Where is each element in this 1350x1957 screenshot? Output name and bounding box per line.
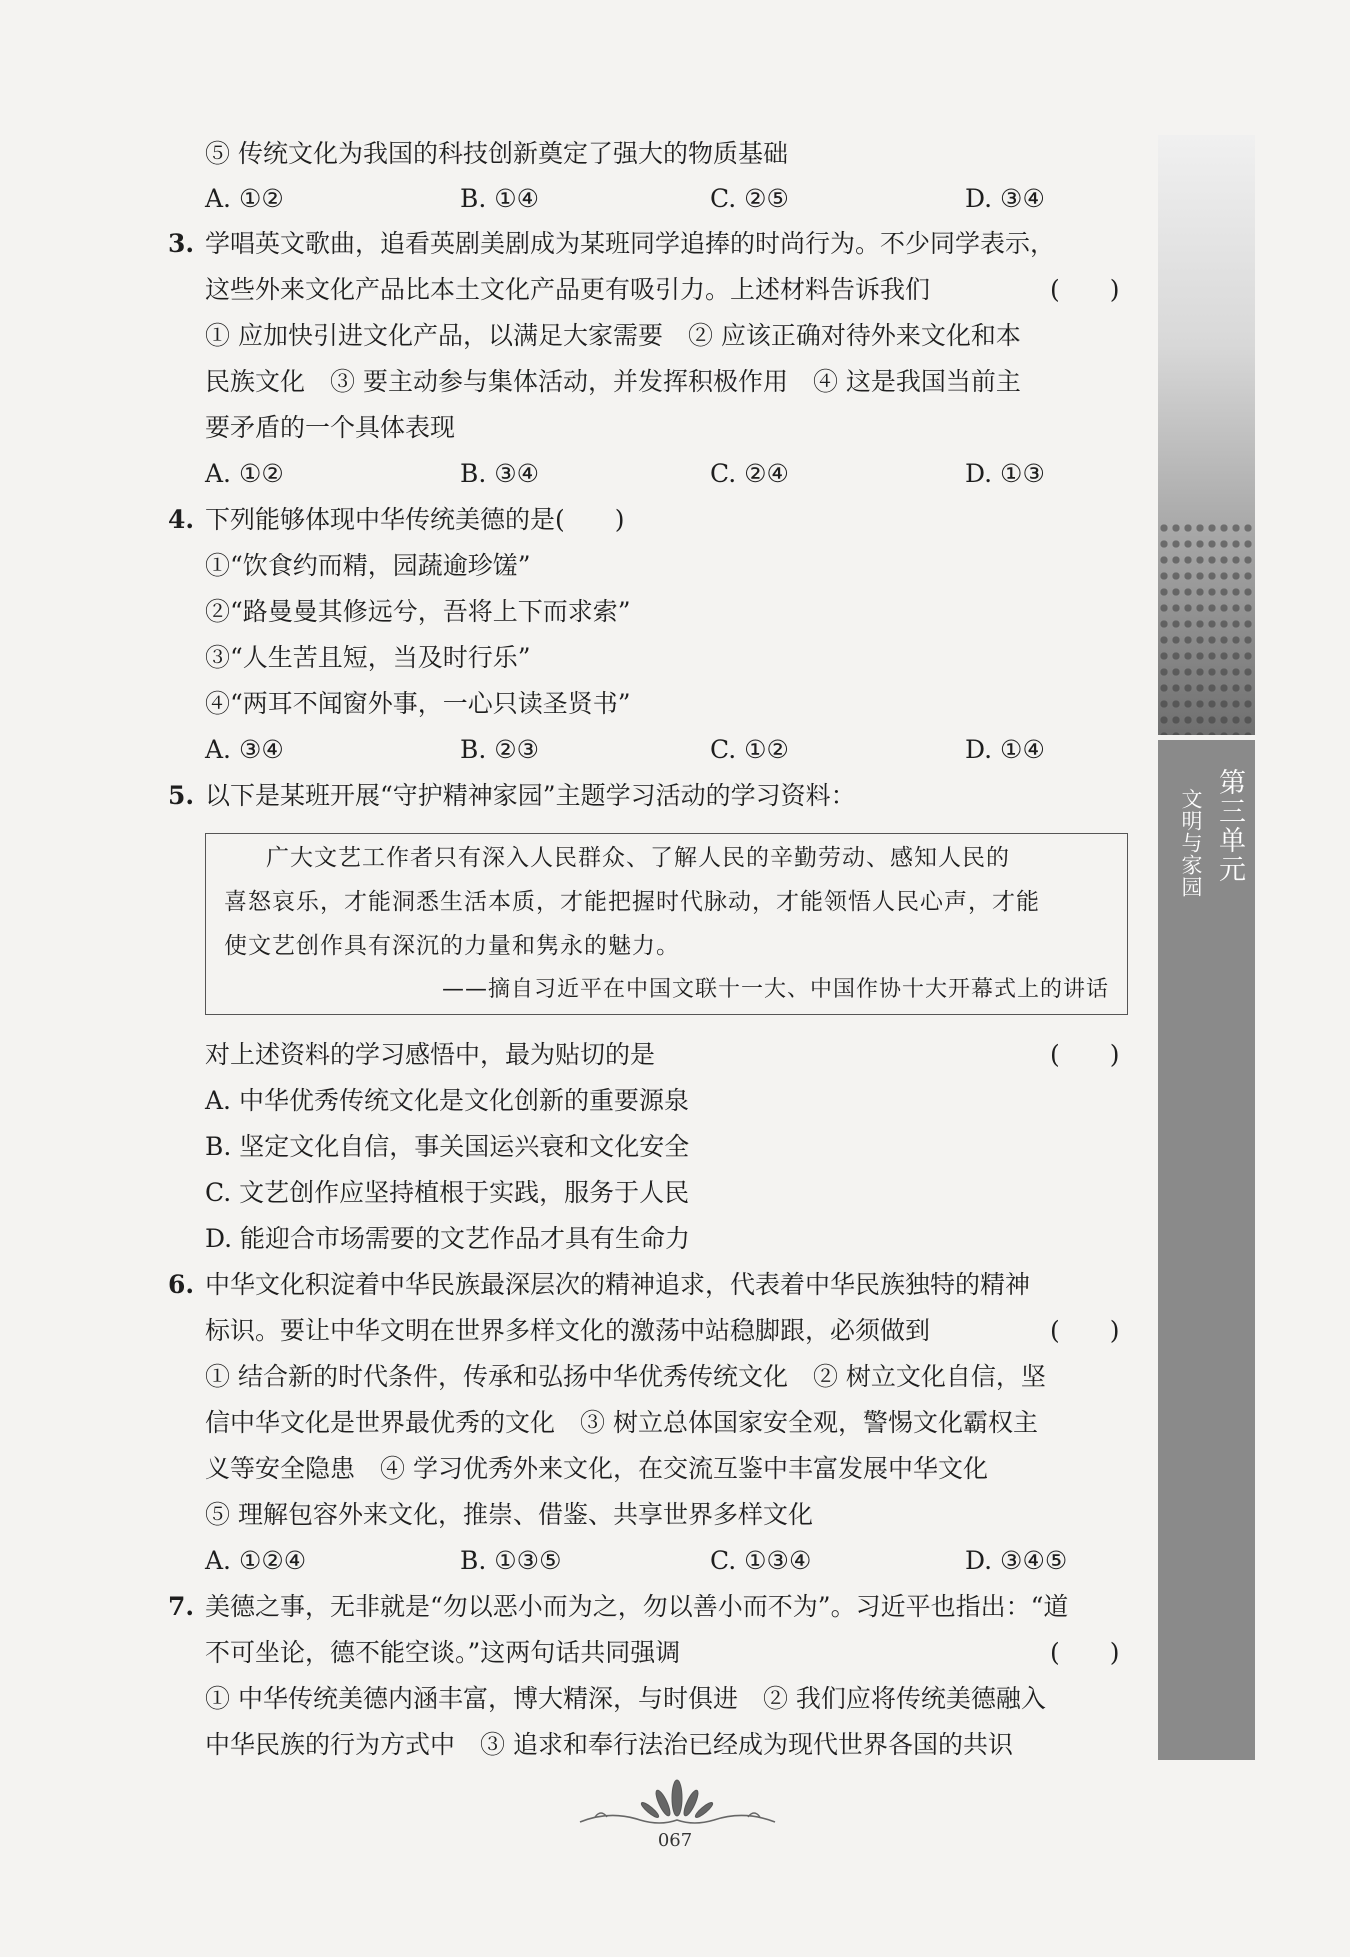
q6-line-3: ① 结合新的时代条件，传承和弘扬中华优秀传统文化 ② 树立文化自信，坚: [205, 1362, 1046, 1391]
option-b: B. ①④: [460, 184, 540, 213]
question-number-3: 3.: [168, 229, 195, 258]
q6-line-1: 中华文化积淀着中华民族最深层次的精神追求，代表着中华民族独特的精神: [205, 1270, 1031, 1299]
sidebar-halftone: [1158, 520, 1255, 735]
q6-options: [205, 1541, 1135, 1581]
unit-label: 第三单元: [1214, 768, 1245, 884]
q5-option-b: B. 坚定文化自信，事关国运兴衰和文化安全: [205, 1132, 690, 1161]
q5-question: 对上述资料的学习感悟中，最为贴切的是: [205, 1040, 656, 1069]
q2-item-5: ⑤ 传统文化为我国的科技创新奠定了强大的物质基础: [205, 139, 788, 168]
page-number: 067: [657, 1830, 693, 1851]
quote-line-2: 喜怒哀乐，才能洞悉生活本质，才能把握时代脉动，才能领悟人民心声，才能: [224, 889, 1040, 915]
q5-option-d: D. 能迎合市场需要的文艺作品才具有生命力: [205, 1224, 691, 1253]
q3-line-3: ① 应加快引进文化产品，以满足大家需要 ② 应该正确对待外来文化和本: [205, 321, 1021, 350]
q5-option-a: A. 中华优秀传统文化是文化创新的重要源泉: [205, 1086, 689, 1115]
option-b: B. ②③: [460, 735, 540, 764]
option-d: D. ③④: [965, 184, 1045, 213]
q6-line-2: 标识。要让中华文明在世界多样文化的激荡中站稳脚跟，必须做到: [205, 1316, 931, 1345]
quote-box: [205, 833, 1128, 1015]
option-c: C. ②⑤: [710, 184, 789, 213]
q6-line-6: ⑤ 理解包容外来文化，推崇、借鉴、共享世界多样文化: [205, 1500, 813, 1529]
unit-title: 文明与家园: [1179, 788, 1203, 898]
question-number-6: 6.: [168, 1270, 195, 1299]
option-a: A. ③④: [205, 735, 284, 764]
unit-tab: [1158, 740, 1255, 1760]
q4-item-4: ④“两耳不闻窗外事，一心只读圣贤书”: [205, 689, 631, 718]
quote-line-1: 广大文艺工作者只有深入人民群众、了解人民的辛勤劳动、感知人民的: [266, 845, 1010, 871]
q7-line-2: 不可坐论，德不能空谈。”这两句话共同强调: [205, 1638, 681, 1667]
q6-line-4: 信中华文化是世界最优秀的文化 ③ 树立总体国家安全观，警惕文化霸权主: [205, 1408, 1038, 1437]
option-a: A. ①②: [205, 184, 284, 213]
option-c: C. ①③④: [710, 1546, 812, 1575]
q3-line-1: 学唱英文歌曲，追看英剧美剧成为某班同学追捧的时尚行为。不少同学表示，: [205, 229, 1056, 258]
q4-stem: 下列能够体现中华传统美德的是( ): [205, 505, 625, 534]
quote-source: ——摘自习近平在中国文联十一大、中国作协十大开幕式上的讲话: [441, 977, 1109, 1002]
question-number-7: 7.: [168, 1592, 195, 1621]
q5-stem: 以下是某班开展“守护精神家园”主题学习活动的学习资料：: [205, 781, 856, 810]
question-number-5: 5.: [168, 781, 195, 810]
option-a: A. ①②: [205, 459, 284, 488]
question-number-4: 4.: [168, 505, 195, 534]
q4-item-1: ①“饮食约而精，园蔬逾珍馐”: [205, 551, 531, 580]
option-b: B. ③④: [460, 459, 540, 488]
q3-line-2: 这些外来文化产品比本土文化产品更有吸引力。上述材料告诉我们: [205, 275, 931, 304]
option-c: C. ②④: [710, 459, 789, 488]
option-d: D. ①③: [965, 459, 1045, 488]
q3-options: [205, 454, 1135, 494]
q4-item-3: ③“人生苦且短，当及时行乐”: [205, 643, 531, 672]
q4-item-2: ②“路曼曼其修远兮，吾将上下而求索”: [205, 597, 631, 626]
option-c: C. ①②: [710, 735, 789, 764]
answer-paren: ( ): [1050, 1316, 1120, 1345]
option-d: D. ③④⑤: [965, 1546, 1068, 1575]
option-b: B. ①③⑤: [460, 1546, 562, 1575]
q6-line-5: 义等安全隐患 ④ 学习优秀外来文化，在交流互鉴中丰富发展中华文化: [205, 1454, 988, 1483]
q3-line-5: 要矛盾的一个具体表现: [205, 413, 456, 442]
q7-line-1: 美德之事，无非就是“勿以恶小而为之，勿以善小而不为”。习近平也指出：“道: [205, 1592, 1069, 1621]
q7-line-3: ① 中华传统美德内涵丰富，博大精深，与时俱进 ② 我们应将传统美德融入: [205, 1684, 1046, 1713]
quote-line-3: 使文艺创作具有深沉的力量和隽永的魅力。: [224, 933, 680, 959]
answer-paren: ( ): [1050, 1040, 1120, 1069]
answer-paren: ( ): [1050, 1638, 1120, 1667]
answer-paren: ( ): [1050, 275, 1120, 304]
q7-line-4: 中华民族的行为方式中 ③ 追求和奉行法治已经成为现代世界各国的共识: [205, 1730, 1013, 1759]
option-a: A. ①②④: [205, 1546, 307, 1575]
q5-option-c: C. 文艺创作应坚持植根于实践，服务于人民: [205, 1178, 690, 1207]
q4-options: [205, 730, 1135, 770]
option-d: D. ①④: [965, 735, 1045, 764]
q2-options: [205, 179, 1135, 219]
q3-line-4: 民族文化 ③ 要主动参与集体活动，并发挥积极作用 ④ 这是我国当前主: [205, 367, 1021, 396]
